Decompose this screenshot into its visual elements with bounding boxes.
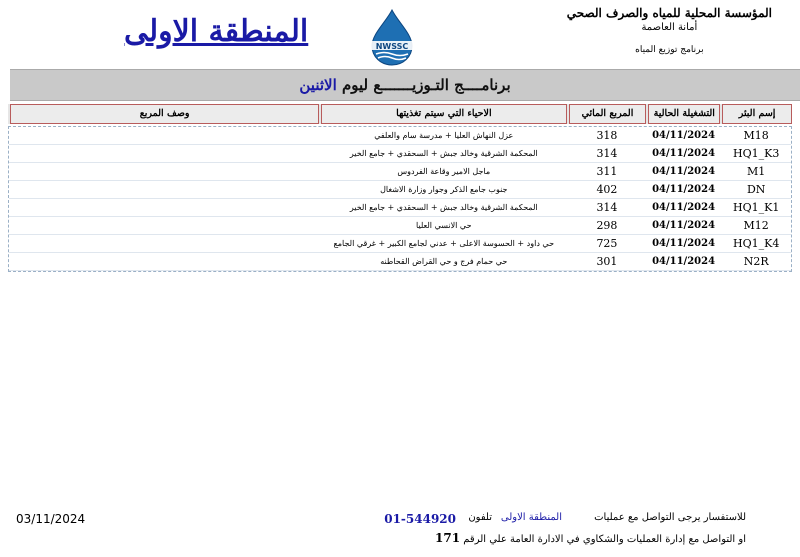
header-square: المربع المائي xyxy=(569,104,647,124)
cell-well: M18 xyxy=(743,129,769,142)
schedule-title xyxy=(10,76,800,94)
table-row xyxy=(9,127,791,145)
cell-square: 301 xyxy=(596,255,618,268)
cell-square: 314 xyxy=(596,201,618,214)
header-areas: الاحياء التي سيتم تغذيتها xyxy=(321,104,566,124)
cell-areas: المحكمة الشرقية وخالد جبش + السحقدي + جامع الخير xyxy=(349,203,538,212)
table-row xyxy=(9,253,791,271)
table-row xyxy=(9,217,791,235)
table-body xyxy=(8,126,792,272)
cell-well: M1 xyxy=(747,165,766,178)
table-row xyxy=(9,145,791,163)
organization-header xyxy=(567,6,772,55)
cell-areas: عزل النهاش العليا + مدرسة سام والعلفي xyxy=(374,131,514,140)
cell-date: 04/11/2024 xyxy=(652,184,716,195)
complaints-text: او التواصل مع إدارة العمليات والشكاوي في الادارة العامة علي الرقم xyxy=(463,534,746,545)
print-date: 03/11/2024 xyxy=(16,512,86,526)
logo-text: NWSSC xyxy=(375,42,409,51)
cell-date: 04/11/2024 xyxy=(652,202,716,213)
region-title: المنطقة الاولى xyxy=(124,14,309,49)
table-row xyxy=(9,163,791,181)
cell-well: HQ1_K4 xyxy=(733,237,780,250)
table-row xyxy=(9,235,791,253)
contact-line xyxy=(286,512,746,528)
cell-areas: حي حمام فرج و حي القراض القحاطنه xyxy=(380,257,508,266)
table-header xyxy=(8,104,792,124)
table-row xyxy=(9,181,791,199)
cell-well: HQ1_K3 xyxy=(733,147,780,160)
complaints-number: 171 xyxy=(435,531,461,545)
schedule-day: الاثنين xyxy=(299,76,337,94)
program-name: برنامج توزيع المياه xyxy=(635,45,704,55)
distribution-table xyxy=(8,104,792,272)
cell-date: 04/11/2024 xyxy=(652,166,716,177)
contact-region: المنطقة الاولى xyxy=(500,512,562,523)
cell-date: 04/11/2024 xyxy=(652,256,716,267)
cell-areas: المحكمة الشرقية وخالد جبش + السحقدي + جامع الخير xyxy=(349,149,538,158)
water-drop-logo xyxy=(356,8,428,70)
cell-square: 314 xyxy=(596,147,618,160)
header-date: التشغيلة الحالية xyxy=(648,104,720,124)
cell-areas: جنوب جامع الذكر وجوار وزارة الاشغال xyxy=(380,185,508,194)
cell-square: 318 xyxy=(596,129,618,142)
header-well: إسم البئر xyxy=(722,104,792,124)
phone-label: تلفون xyxy=(468,512,492,523)
contact-prefix: للاستفسار يرجى التواصل مع عمليات xyxy=(594,512,746,523)
cell-square: 402 xyxy=(596,183,618,196)
cell-well: DN xyxy=(746,183,766,196)
cell-well: M12 xyxy=(743,219,769,232)
cell-areas: ماجل الامير وقاعة الفردوس xyxy=(397,167,491,176)
cell-square: 725 xyxy=(596,237,618,250)
schedule-title-text: برنامــــج التـوزيـــــــع ليوم xyxy=(341,76,511,94)
table-row xyxy=(9,199,791,217)
org-subname: أمانة العاصمة xyxy=(641,22,698,33)
cell-areas: حي الانسي العليا xyxy=(416,221,472,230)
org-name: المؤسسة المحلية للمياه والصرف الصحي xyxy=(566,6,772,20)
cell-well: HQ1_K1 xyxy=(733,201,780,214)
cell-square: 298 xyxy=(596,219,618,232)
title-bar xyxy=(10,69,800,101)
complaints-line xyxy=(435,531,746,545)
header-desc: وصف المربع xyxy=(10,104,319,124)
cell-date: 04/11/2024 xyxy=(652,148,716,159)
cell-date: 04/11/2024 xyxy=(652,130,716,141)
cell-areas: حي داود + الحسوسة الاعلى + عدني لجامع الكبير + غرقي الجامع xyxy=(333,239,555,248)
cell-well: N2R xyxy=(743,255,769,268)
cell-date: 04/11/2024 xyxy=(652,220,716,231)
cell-square: 311 xyxy=(596,165,618,178)
phone-number: 01-544920 xyxy=(384,512,456,526)
cell-date: 04/11/2024 xyxy=(652,238,716,249)
